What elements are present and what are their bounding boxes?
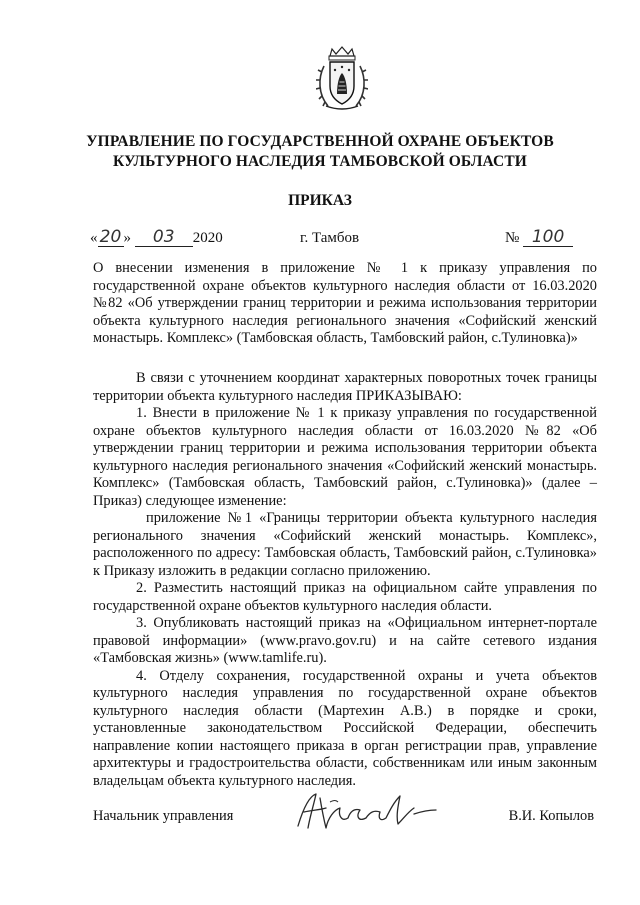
body-preamble: В связи с уточнением координат характерных поворотных точек границы территории объекта культурного наследия ПРИКАЗЫВАЮ: — [93, 370, 597, 404]
document-number — [505, 228, 573, 247]
document-date — [90, 228, 223, 247]
signatory-name: В.И. Копылов — [508, 808, 594, 824]
date-quote-open: « — [90, 230, 98, 246]
document-type: ПРИКАЗ — [288, 192, 352, 209]
organization-heading — [0, 132, 640, 172]
organization-name-line2: КУЛЬТУРНОГО НАСЛЕДИЯ ТАМБОВСКОЙ ОБЛАСТИ — [113, 153, 527, 170]
dateline — [0, 226, 640, 252]
body-item-1-sub: приложение №1 «Границы территории объекта культурного наследия регионального значения «Софийский женский монастырь. Комплекс», расположенного по адресу: Тамбовская область, Тамбовский район, с.Тулиновка» к Приказу изложить в редакции согласно приложению. — [93, 510, 597, 579]
subject-text: О внесении изменения в приложение № 1 к приказу управления по государственной охране объектов культурного наследия области от 16.03.2020 №82 «Об утверждении границ территории и режима использования территории объекта культурного наследия регионального значения «Софийский женский монастырь. Комплекс» (Тамбовская область, Тамбовский район, с.Тулиновка)» — [93, 260, 597, 346]
date-day: 20 — [98, 228, 124, 247]
signatory-title: Начальник управления — [93, 808, 234, 824]
document-subject — [93, 260, 597, 348]
date-month: 03 — [135, 228, 193, 247]
document-body — [93, 370, 597, 790]
organization-name-line1: УПРАВЛЕНИЕ ПО ГОСУДАРСТВЕННОЙ ОХРАНЕ ОБЪЕКТОВ — [86, 133, 554, 150]
number-value: 100 — [523, 228, 573, 247]
body-item-2: 2. Разместить настоящий приказ на официальном сайте управления по государственной охране объектов культурного наследия области. — [93, 580, 597, 614]
body-item-3: 3. Опубликовать настоящий приказ на «Официальном интернет-портале правовой информации» (www.pravo.gov.ru) и на сайте сетевого издания «Тамбовская жизнь» (www.tamlife.ru). — [93, 615, 597, 666]
date-quote-close: » — [123, 230, 131, 246]
body-item-4: 4. Отделу сохранения, государственной охраны и учета объектов культурного наследия управления по государственной охране объектов культурного наследия области (Мартехин А.В.) в порядке и сроки, установленные законодательством Российской Федерации, обеспечить направление копии настоящего приказа в орган регистрации прав, управление архитектуры и градостроительства области, собственникам или иным законным владельцам объекта культурного наследия. — [93, 667, 597, 789]
number-label: № — [505, 230, 520, 246]
body-item-1: 1. Внести в приложение № 1 к приказу управления по государственной охране объектов культурного наследия области от 16.03.2020 №82 «Об утверждении границ территории и режима использования территории объекта культурного наследия регионального значения «Софийский женский монастырь. Комплекс» (Тамбовская область, Тамбовский район, с.Тулиновка)» (далее – Приказ) следующее изменение: — [93, 405, 597, 509]
date-year: 2020 — [192, 230, 223, 246]
signature-block — [0, 808, 640, 838]
tambov-coat-of-arms-icon — [316, 46, 368, 112]
document-city: г. Тамбов — [300, 230, 360, 246]
handwritten-signature — [290, 788, 460, 836]
